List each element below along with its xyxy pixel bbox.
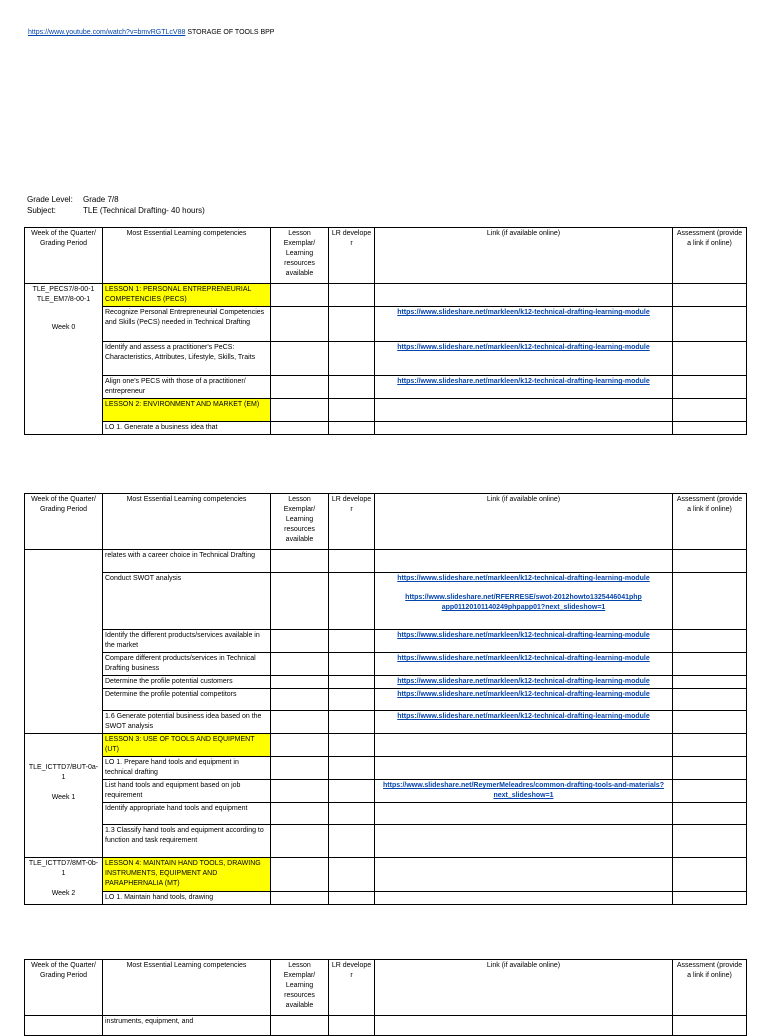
resource-link[interactable]: https://www.slideshare.net/markleen/k12-technical-drafting-learning-module (397, 678, 650, 685)
table-row (25, 780, 747, 803)
table-row (25, 342, 747, 376)
grade-level-line (27, 195, 119, 204)
table-row (25, 803, 747, 825)
table-row (25, 307, 747, 342)
resource-link[interactable]: https://www.slideshare.net/markleen/k12-technical-drafting-learning-module (397, 632, 650, 639)
header-week: Week of the Quarter/ Grading Period (25, 960, 103, 1016)
competency-table-1 (24, 227, 747, 435)
header-link: Link (if available online) (375, 960, 673, 1016)
competency-table-3 (24, 959, 747, 1036)
resource-link[interactable]: https://www.slideshare.net/markleen/k12-technical-drafting-learning-module (397, 344, 650, 351)
competency-text: Identify appropriate hand tools and equipment (103, 803, 271, 825)
lesson-heading: LESSON 4: MAINTAIN HAND TOOLS, DRAWING INSTRUMENTS, EQUIPMENT AND PARAPHERNALIA (MT) (103, 858, 271, 892)
resource-link[interactable]: https://www.slideshare.net/markleen/k12-technical-drafting-learning-module (397, 575, 650, 582)
week-cell-empty (25, 1016, 103, 1036)
resource-link[interactable]: https://www.slideshare.net/markleen/k12-technical-drafting-learning-module (397, 655, 650, 662)
table-row (25, 573, 747, 630)
week-code: TLE_ICTTD7/BUT-0a-1 (28, 764, 99, 781)
competency-text: LO 1. Maintain hand tools, drawing (103, 892, 271, 905)
competency-text: Determine the profile potential competitors (103, 689, 271, 711)
table-row (25, 858, 747, 892)
header-lr: LR develope r (329, 228, 375, 284)
table-row (25, 711, 747, 734)
lesson-heading: LESSON 1: PERSONAL ENTREPRENEURIAL COMPETENCIES (PECS) (103, 284, 271, 307)
table-row (25, 892, 747, 905)
table-row (25, 399, 747, 422)
header-lr: LR develope r (329, 960, 375, 1016)
table-row (25, 284, 747, 307)
week-label: Week 0 (51, 324, 76, 331)
top-caption: STORAGE OF TOOLS BPP (187, 29, 275, 36)
resource-link[interactable]: https://www.slideshare.net/ReymerMeleadres/common-drafting-tools-and-materials?next_slideshow=1 (383, 782, 664, 799)
header-row (25, 494, 747, 550)
header-mel: Most Essential Learning competencies (103, 494, 271, 550)
table-row (25, 676, 747, 689)
lesson-heading: LESSON 2: ENVIRONMENT AND MARKET (EM) (103, 399, 271, 422)
week-cell-empty (25, 550, 103, 734)
week-cell (25, 734, 103, 858)
week-code: TLE_PECS7/8-00-1 TLE_EM7/8-00-1 (32, 286, 95, 303)
table-row (25, 376, 747, 399)
header-week: Week of the Quarter/ Grading Period (25, 228, 103, 284)
table-row (25, 734, 747, 757)
competency-text: Compare different products/services in Technical Drafting business (103, 653, 271, 676)
header-lr: LR develope r (329, 494, 375, 550)
header-row (25, 960, 747, 1016)
header-mel: Most Essential Learning competencies (103, 960, 271, 1016)
header-link: Link (if available online) (375, 494, 673, 550)
week-label: Week 1 (51, 794, 76, 801)
table-row (25, 757, 747, 780)
header-assessment: Assessment (provide a link if online) (673, 960, 747, 1016)
competency-text: Identify and assess a practitioner's PeCS: Characteristics, Attributes, Lifestyle, Skills, Traits (103, 342, 271, 376)
resource-link[interactable]: https://www.slideshare.net/markleen/k12-technical-drafting-learning-module (397, 378, 650, 385)
youtube-link[interactable]: https://www.youtube.com/watch?v=bmvRGTLcV88 (28, 29, 186, 36)
table-row (25, 825, 747, 858)
competency-table-2 (24, 493, 747, 905)
table-row (25, 550, 747, 573)
week-cell (25, 284, 103, 435)
competency-text: Determine the profile potential customers (103, 676, 271, 689)
competency-text: 1.6 Generate potential business idea based on the SWOT analysis (103, 711, 271, 734)
week-cell (25, 858, 103, 905)
header-mel: Most Essential Learning competencies (103, 228, 271, 284)
competency-text: LO 1. Prepare hand tools and equipment in technical drafting (103, 757, 271, 780)
header-assessment: Assessment (provide a link if online) (673, 494, 747, 550)
grade-level-value: Grade 7/8 (83, 195, 119, 204)
header-lesson: Lesson Exemplar/ Learning resources available (271, 960, 329, 1016)
header-week: Week of the Quarter/ Grading Period (25, 494, 103, 550)
resource-link-swot[interactable]: https://www.slideshare.net/RFERRESE/swot-2012howto1325446041phpapp01120101140249phpapp01?next_slideshow=1 (405, 594, 642, 611)
grade-level-label: Grade Level: (27, 195, 73, 204)
competency-text: List hand tools and equipment based on job requirement (103, 780, 271, 803)
competency-text: 1.3 Classify hand tools and equipment according to function and task requirement (103, 825, 271, 858)
table-row (25, 422, 747, 435)
resource-link[interactable]: https://www.slideshare.net/markleen/k12-technical-drafting-learning-module (397, 691, 650, 698)
subject-label: Subject: (27, 206, 56, 215)
week-code: TLE_ICTTD7/8MT-0b-1 (28, 860, 99, 877)
competency-text: Conduct SWOT analysis (103, 573, 271, 630)
competency-text: LO 1. Generate a business idea that (103, 422, 271, 435)
table-row (25, 630, 747, 653)
resource-link[interactable]: https://www.slideshare.net/markleen/k12-technical-drafting-learning-module (397, 713, 650, 720)
subject-value: TLE (Technical Drafting- 40 hours) (83, 206, 205, 215)
resource-link[interactable]: https://www.slideshare.net/markleen/k12-technical-drafting-learning-module (397, 309, 650, 316)
competency-text: instruments, equipment, and (103, 1016, 271, 1036)
lesson-heading: LESSON 3: USE OF TOOLS AND EQUIPMENT (UT) (103, 734, 271, 757)
header-link: Link (if available online) (375, 228, 673, 284)
table-row (25, 653, 747, 676)
header-assessment: Assessment (provide a link if online) (673, 228, 747, 284)
top-line (28, 29, 274, 36)
header-lesson: Lesson Exemplar/ Learning resources available (271, 228, 329, 284)
week-label: Week 2 (51, 890, 76, 897)
competency-text: relates with a career choice in Technical Drafting (103, 550, 271, 573)
table-row (25, 689, 747, 711)
header-lesson: Lesson Exemplar/ Learning resources available (271, 494, 329, 550)
header-row (25, 228, 747, 284)
competency-text: Recognize Personal Entrepreneurial Competencies and Skills (PeCS) needed in Technical Drafting (103, 307, 271, 342)
table-row (25, 1016, 747, 1036)
subject-line (27, 206, 205, 215)
competency-text: Identify the different products/services available in the market (103, 630, 271, 653)
competency-text: Align one's PECS with those of a practitioner/ entrepreneur (103, 376, 271, 399)
